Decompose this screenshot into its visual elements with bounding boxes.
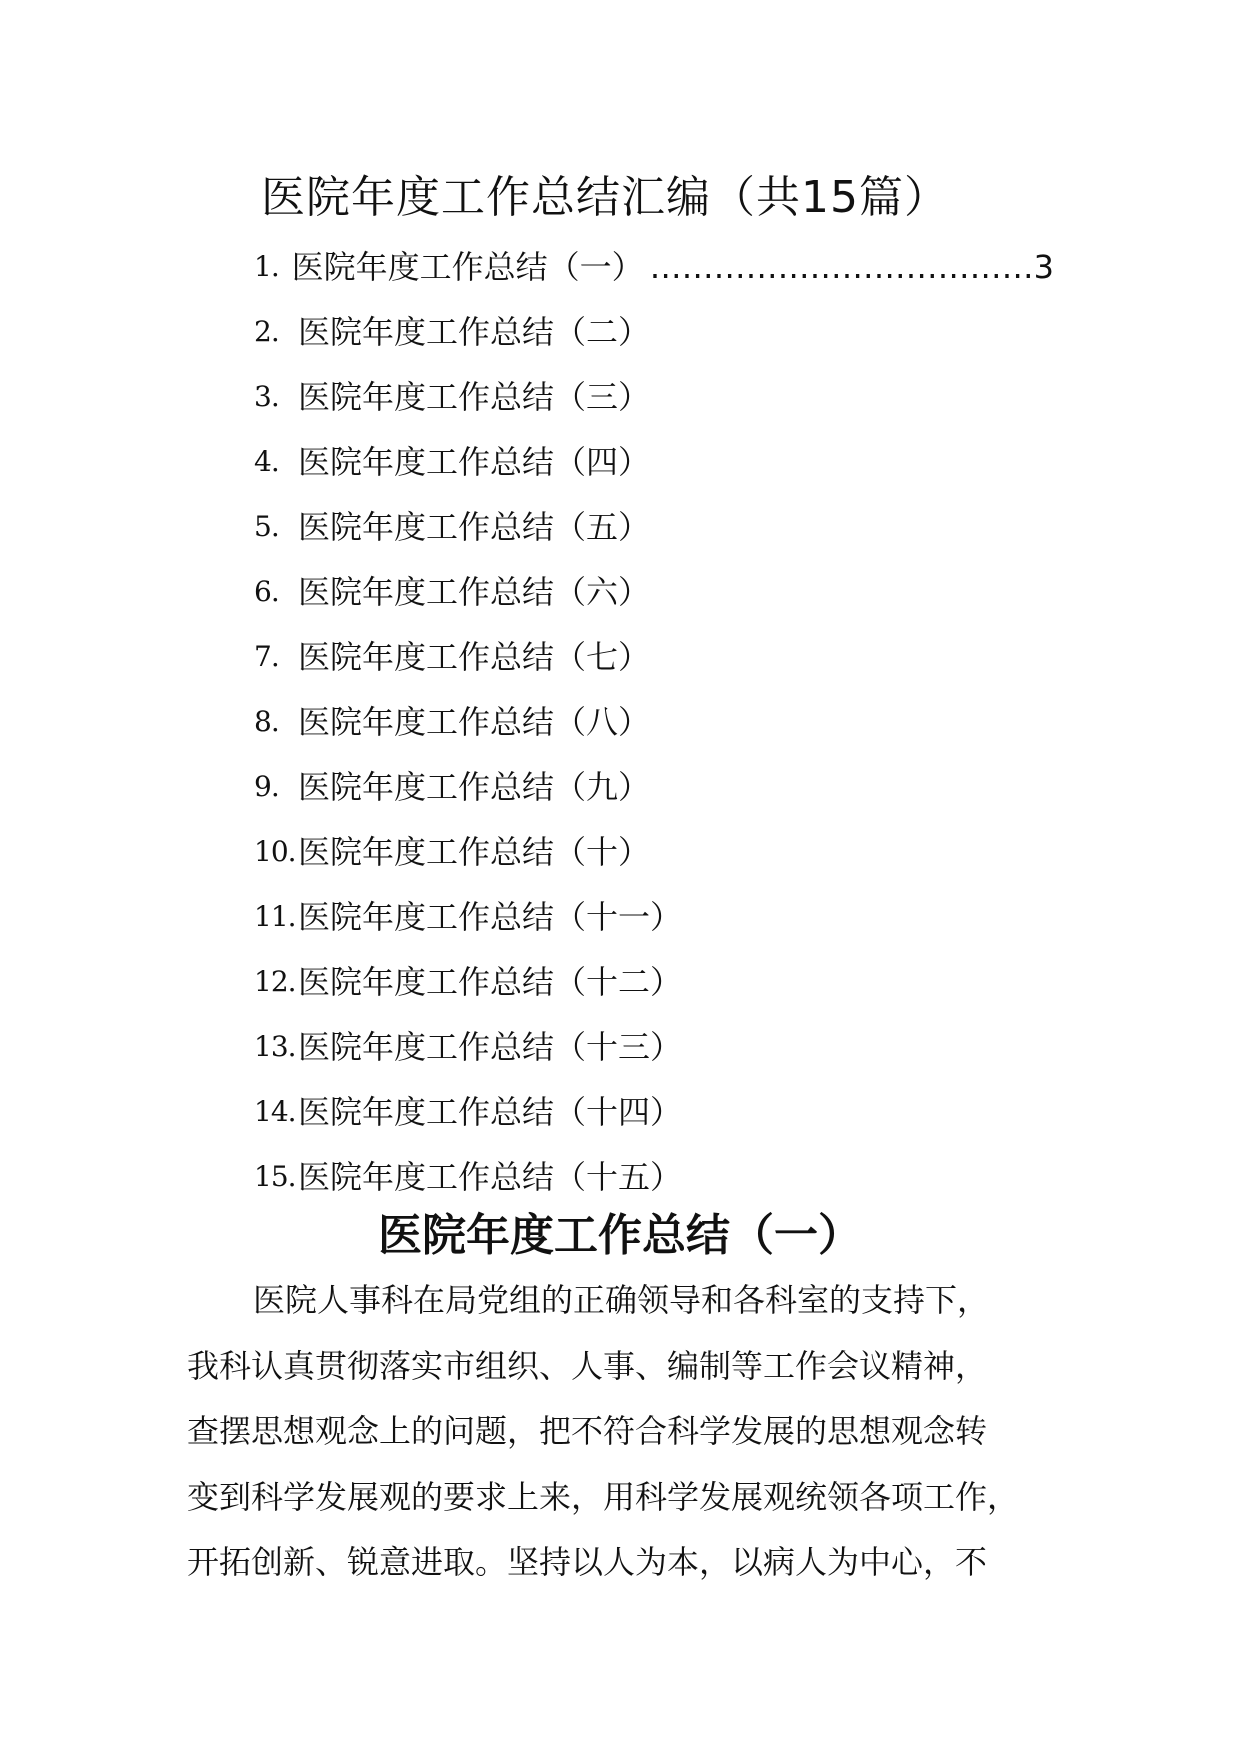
toc-entry-label: 医院年度工作总结（三） bbox=[298, 377, 651, 416]
toc-entry[interactable] bbox=[254, 884, 1054, 949]
toc-entry-label: 医院年度工作总结（九） bbox=[298, 767, 651, 806]
toc-entry-number: 5. bbox=[254, 509, 279, 543]
paragraph-line: 我科认真贯彻落实市组织、人事、编制等工作会议精神， bbox=[187, 1346, 988, 1385]
toc-entry[interactable] bbox=[254, 234, 1054, 299]
toc-entry-number: 13. bbox=[254, 1029, 296, 1063]
toc-entry-label: 医院年度工作总结（八） bbox=[298, 702, 651, 741]
section-heading: 医院年度工作总结（一） bbox=[378, 1210, 862, 1261]
toc-entry-label: 医院年度工作总结（十） bbox=[298, 832, 651, 871]
toc-entry-label: 医院年度工作总结（七） bbox=[298, 637, 651, 676]
toc-entry-label: 医院年度工作总结（十一） bbox=[298, 897, 683, 936]
toc-entry-label: 医院年度工作总结（十五） bbox=[298, 1157, 683, 1196]
document-title: 医院年度工作总结汇编（共15篇） bbox=[261, 172, 949, 223]
toc-entry[interactable] bbox=[254, 754, 1054, 819]
toc-entry-number: 14. bbox=[254, 1094, 296, 1128]
toc-entry-label: 医院年度工作总结（二） bbox=[298, 312, 651, 351]
toc-entry-number: 9. bbox=[254, 769, 279, 803]
toc-entry[interactable] bbox=[254, 949, 1054, 1014]
toc-entry-number: 2. bbox=[254, 314, 279, 348]
toc-leader-dots: ……………………………… bbox=[649, 247, 1034, 286]
toc-entry[interactable] bbox=[254, 559, 1054, 624]
toc-entry-number: 15. bbox=[254, 1159, 296, 1193]
toc-page-number: 3 bbox=[1033, 247, 1054, 286]
toc-entry-number: 7. bbox=[254, 639, 279, 673]
toc-entry-number: 4. bbox=[254, 444, 279, 478]
toc-entry-number: 8. bbox=[254, 704, 279, 738]
toc-entry-label: 医院年度工作总结（六） bbox=[298, 572, 651, 611]
toc-entry-label: 医院年度工作总结（五） bbox=[298, 507, 651, 546]
toc-entry-label: 医院年度工作总结（一） bbox=[291, 247, 644, 286]
toc-entry-number: 3. bbox=[254, 379, 279, 413]
paragraph-line: 查摆思想观念上的问题，把不符合科学发展的思想观念转 bbox=[187, 1412, 988, 1450]
toc-entry[interactable] bbox=[254, 1014, 1054, 1079]
toc-entry[interactable] bbox=[254, 364, 1054, 429]
paragraph-line: 医院人事科在局党组的正确领导和各科室的支持下， bbox=[253, 1281, 990, 1319]
toc-entry-number: 12. bbox=[254, 964, 296, 998]
toc-entry-label: 医院年度工作总结（十四） bbox=[298, 1092, 683, 1131]
toc-entry-label: 医院年度工作总结（四） bbox=[298, 442, 651, 481]
body-paragraph bbox=[187, 1268, 1053, 1596]
toc-entry[interactable] bbox=[254, 624, 1054, 689]
paragraph-line: 开拓创新、锐意进取。坚持以人为本，以病人为中心，不 bbox=[187, 1543, 988, 1581]
toc-entry-number: 10. bbox=[254, 834, 296, 868]
toc-entry[interactable] bbox=[254, 299, 1054, 364]
toc-entry-number: 6. bbox=[254, 574, 279, 608]
toc-entry-number: 1. bbox=[254, 249, 279, 283]
toc-entry[interactable] bbox=[254, 1144, 1054, 1209]
toc-entry[interactable] bbox=[254, 494, 1054, 559]
toc-entry-label: 医院年度工作总结（十二） bbox=[298, 962, 683, 1001]
table-of-contents bbox=[254, 234, 1054, 1209]
toc-entry-label: 医院年度工作总结（十三） bbox=[298, 1027, 683, 1066]
toc-entry[interactable] bbox=[254, 689, 1054, 754]
toc-entry[interactable] bbox=[254, 819, 1054, 884]
toc-entry-number: 11. bbox=[254, 899, 296, 933]
toc-entry[interactable] bbox=[254, 429, 1054, 494]
paragraph-line: 变到科学发展观的要求上来，用科学发展观统领各项工作， bbox=[187, 1477, 1020, 1516]
toc-entry[interactable] bbox=[254, 1079, 1054, 1144]
